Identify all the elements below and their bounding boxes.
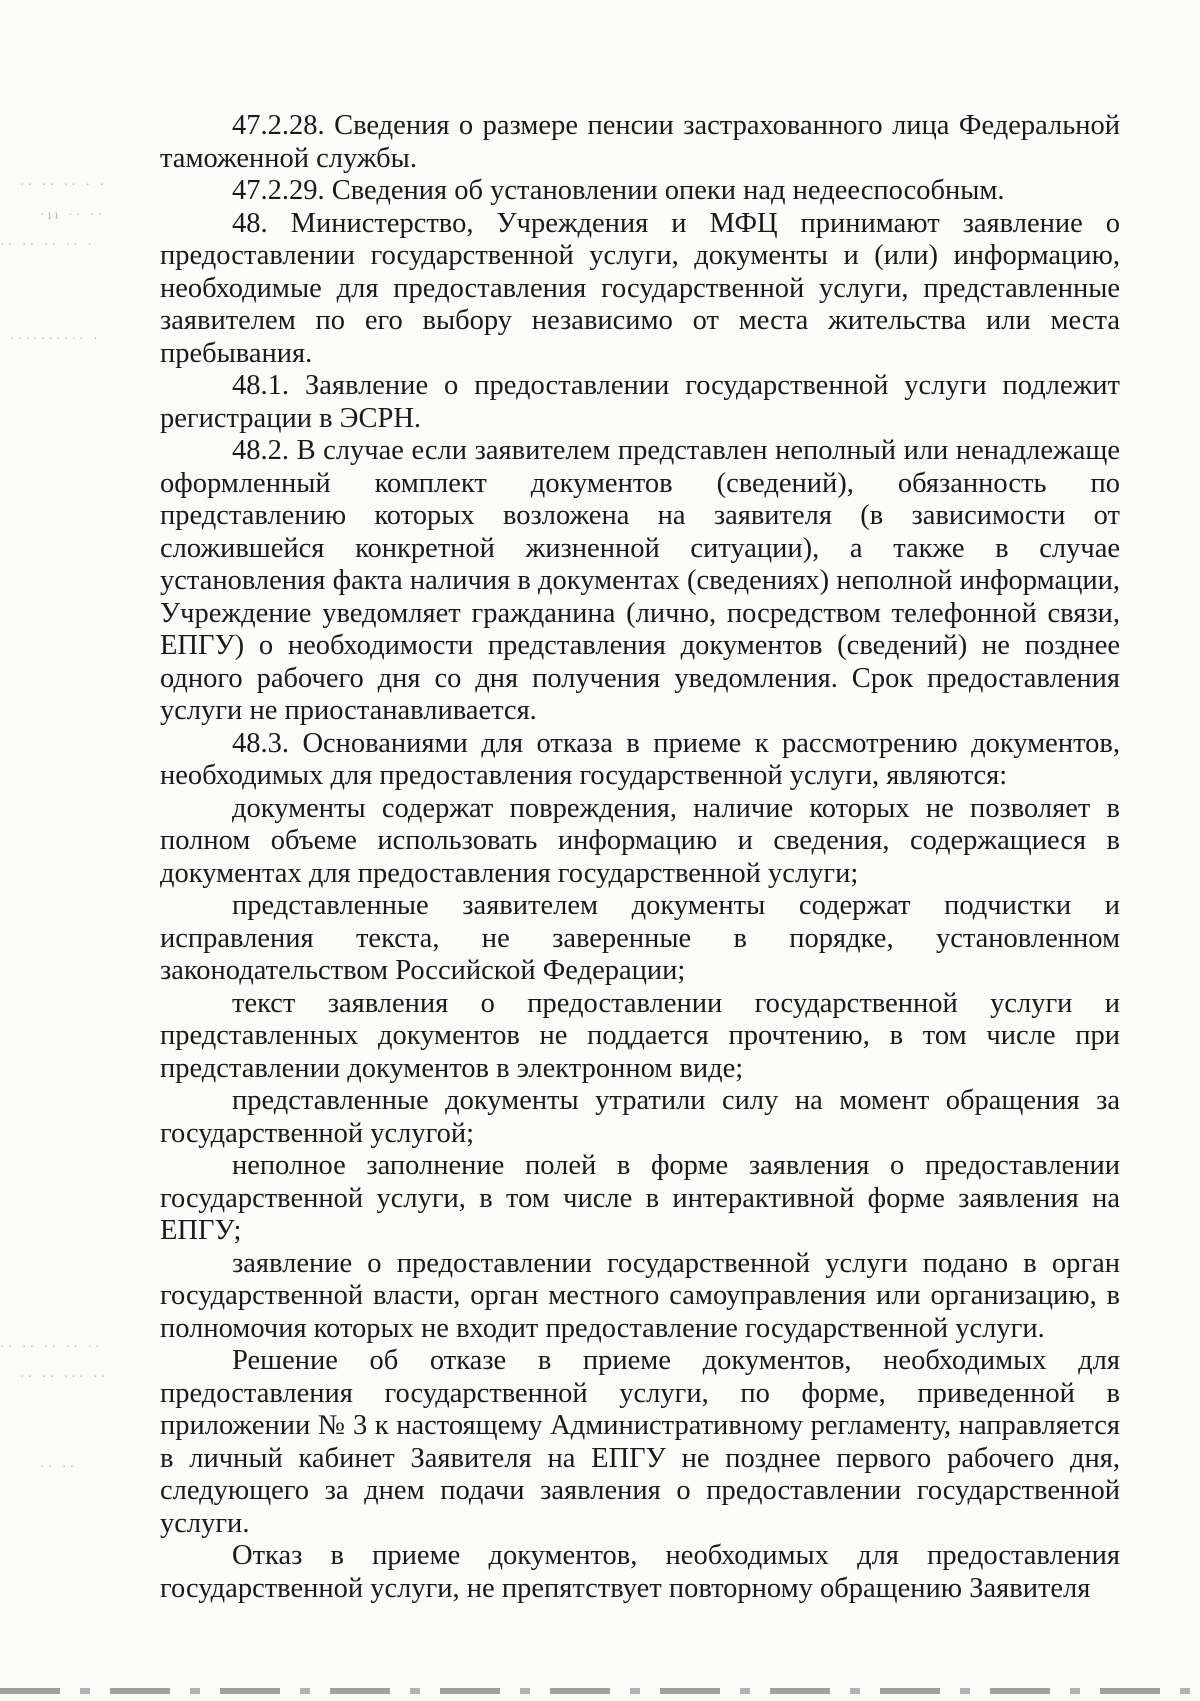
scan-noise: ·· ·· ·· · ·	[20, 178, 108, 193]
paragraph-47-2-28: 47.2.28. Сведения о размере пенсии застрахованного лица Федеральной таможенной службы.	[160, 110, 1120, 174]
document-body	[160, 110, 1120, 1605]
scan-noise: ·· ·· ·· ·· ·	[0, 238, 95, 253]
list-item-erasures: представленные заявителем документы содержат подчистки и исправления текста, не заверенные в порядке, установленном законодательством Российской Федерации;	[160, 890, 1120, 986]
list-item-unreadable: текст заявления о предоставлении государственной услуги и представленных документов не поддается прочтению, в том числе при представлении документов в электронном виде;	[160, 987, 1120, 1084]
paragraph-48-2: 48.2. В случае если заявителем представлен неполный или ненадлежаще оформленный комплект документов (сведений), обязанность по представлению которых возложена на заявителя (в зависимости от сложившейся конкретной жизненной ситуации), а также в случае установления факта наличия в документах (сведениях) неполной информации, Учреждение уведомляет гражданина (лично, посредством телефонной связи, ЕПГУ) о необходимости представления документов (сведений) не позднее одного рабочего дня со дня получения уведомления. Срок предоставления услуги не приостанавливается.	[160, 435, 1120, 726]
scan-noise: ·········· ·	[10, 332, 101, 347]
paragraph-48: 48. Министерство, Учреждения и МФЦ принимают заявление о предоставлении государственной услуги, документы и (или) информацию, необходимые для предоставления государственной услуги, представленные заявителем по его выбору независимо от места жительства или места пребывания.	[160, 207, 1120, 369]
paragraph-refusal-no-obstacle: Отказ в приеме документов, необходимых для предоставления государственной услуги, не препятствует повторному обращению Заявителя	[160, 1540, 1120, 1604]
list-item-damaged-documents: документы содержат повреждения, наличие которых не позволяет в полном объеме использовать информацию и сведения, содержащиеся в документах для предоставления государственной услуги;	[160, 792, 1120, 889]
scan-noise: ·· ·· ·· ·· ··	[0, 1340, 103, 1355]
scan-edge-rule	[0, 1688, 1200, 1694]
scan-noise: ·· ··	[40, 1460, 78, 1475]
list-item-wrong-authority: заявление о предоставлении государственной услуги подано в орган государственной власти, орган местного самоуправления или организацию, в полномочия которых не входит предоставление государственной услуги.	[160, 1247, 1120, 1344]
paragraph-48-1: 48.1. Заявление о предоставлении государственной услуги подлежит регистрации в ЭСРН.	[160, 370, 1120, 434]
paragraph-48-3: 48.3. Основаниями для отказа в приеме к рассмотрению документов, необходимых для предоставления государственной услуги, являются:	[160, 727, 1120, 791]
scan-noise: ·· ·· ··· ··	[20, 1370, 109, 1385]
list-item-expired: представленные документы утратили силу на момент обращения за государственной услугой;	[160, 1085, 1120, 1149]
scan-noise: ·ıı ·· ··	[40, 208, 106, 223]
list-item-incomplete-form: неполное заполнение полей в форме заявления о предоставлении государственной услуги, в том числе в интерактивной форме заявления на ЕПГУ;	[160, 1150, 1120, 1246]
paragraph-47-2-29: 47.2.29. Сведения об установлении опеки над недееспособным.	[232, 175, 1005, 206]
paragraph-refusal-decision: Решение об отказе в приеме документов, необходимых для предоставления государственной услуги, по форме, приведенной в приложении № 3 к настоящему Административному регламенту, направляется в личный кабинет Заявителя на ЕПГУ не позднее первого рабочего дня, следующего за днем подачи заявления о предоставлении государственной услуги.	[160, 1345, 1120, 1539]
